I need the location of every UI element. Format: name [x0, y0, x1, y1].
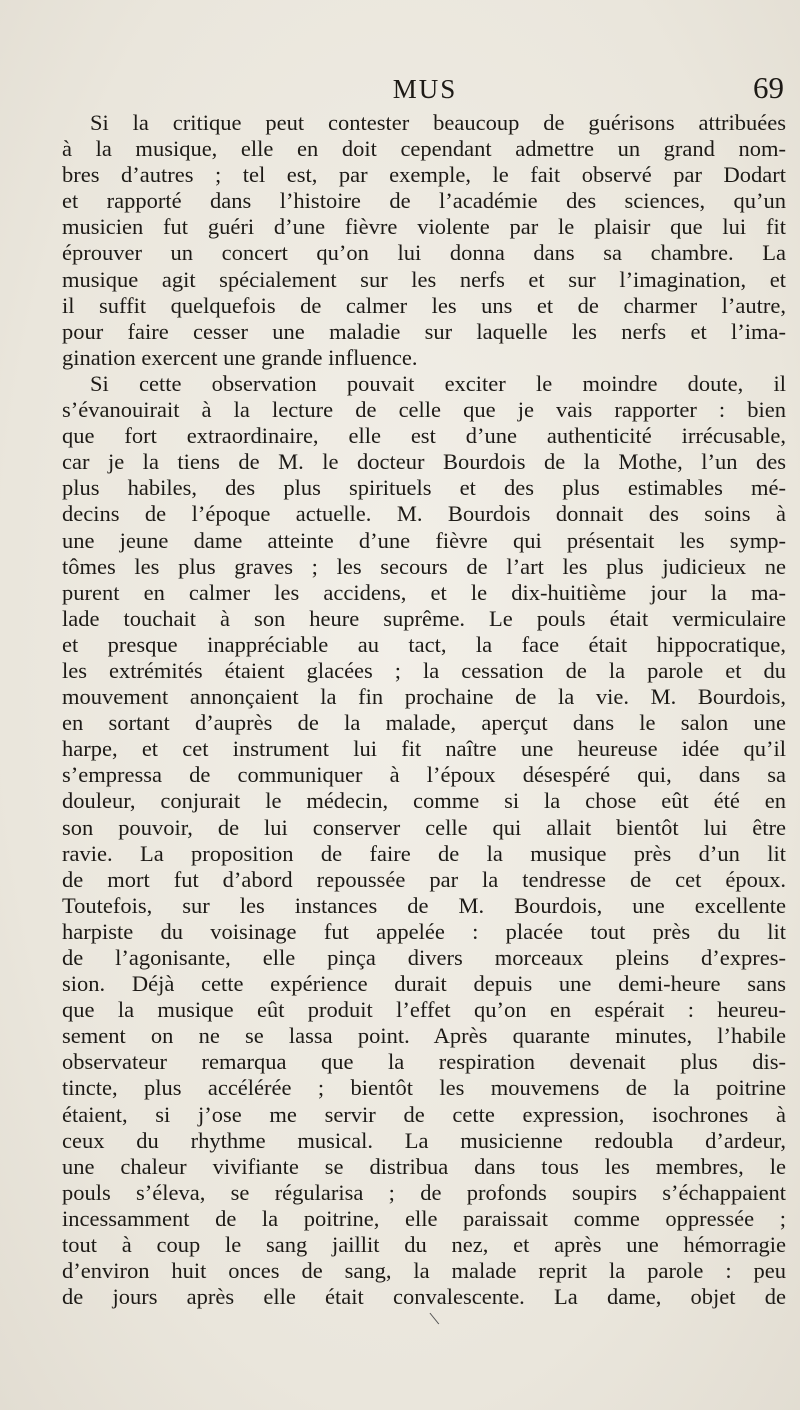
text-line: d’environ huit onces de sang, la malade reprit la parole : peu [62, 1258, 786, 1284]
paragraph [62, 110, 786, 371]
running-head: MUS [392, 74, 458, 104]
text-line: lade touchait à son heure suprême. Le pouls était vermiculaire [62, 605, 786, 631]
text-line: sement on ne se lassa point. Après quarante minutes, l’habile [62, 1023, 786, 1049]
text-line: que fort extraordinaire, elle est d’une authenticité irrécusable, [62, 423, 786, 449]
text-line: sion. Déjà cette expérience durait depuis une demi-heure sans [62, 971, 786, 997]
text-line: de jours après elle était convalescente. La dame, objet de [62, 1284, 786, 1310]
text-line: étaient, si j’ose me servir de cette expression, isochrones à [62, 1101, 786, 1127]
text-line: de l’agonisante, elle pinça divers morceaux pleins d’expres- [62, 945, 786, 970]
text-line: bres d’autres ; tel est, par exemple, le fait observé par Dodart [62, 162, 786, 188]
text-line: ravie. La proposition de faire de la musique près d’un lit [62, 840, 786, 866]
page-header [62, 70, 788, 110]
text-line: de mort fut d’abord repoussée par la tendresse de cet époux. [62, 866, 786, 892]
text-line: pour faire cesser une maladie sur laquelle les nerfs et l’ima- [62, 318, 786, 344]
text-line: tincte, plus accélérée ; bientôt les mouvemens de la poitrine [62, 1075, 786, 1101]
text-line: les extrémités étaient glacées ; la cessation de la parole et du [62, 657, 786, 683]
text-line: harpiste du voisinage fut appelée : placée tout près du lit [62, 918, 786, 944]
text-line: son pouvoir, de lui conserver celle qui allait bientôt lui être [62, 814, 786, 840]
text-line: Toutefois, sur les instances de M. Bourdois, une excellente [62, 892, 786, 918]
text-line: en sortant d’auprès de la malade, aperçut dans le salon une [62, 710, 786, 736]
text-line: gination exercent une grande influence. [62, 344, 418, 370]
text-line: et rapporté dans l’histoire de l’académie des sciences, qu’un [62, 188, 786, 214]
text-line: s’empressa de communiquer à l’époux désespéré qui, dans sa [62, 762, 786, 788]
text-line: Si la critique peut contester beaucoup de guérisons attribuées [90, 110, 786, 135]
text-line: plus habiles, des plus spirituels et des plus estimables mé- [62, 475, 786, 501]
text-line: harpe, et cet instrument lui fit naître une heureuse idée qu’il [62, 736, 786, 762]
text-line: Si cette observation pouvait exciter le moindre doute, il [90, 370, 786, 396]
text-line: car je la tiens de M. le docteur Bourdois de la Mothe, l’un des [62, 449, 786, 475]
text-line: tout à coup le sang jaillit du nez, et après une hémorragie [62, 1232, 786, 1258]
paragraph [62, 371, 786, 1310]
text-line: il suffit quelquefois de calmer les uns et de charmer l’autre, [62, 292, 786, 318]
text-line: purent en calmer les accidens, et le dix-huitième jour la ma- [62, 579, 786, 605]
text-line: une chaleur vivifiante se distribua dans tous les membres, le [62, 1153, 786, 1179]
text-line: éprouver un concert qu’on lui donna dans sa chambre. La [62, 240, 786, 266]
page-number: 69 [753, 70, 784, 105]
text-line: observateur remarqua que la respiration devenait plus dis- [62, 1049, 786, 1075]
text-line: musique agit spécialement sur les nerfs et sur l’imagination, et [62, 266, 786, 292]
text-line: et presque inappréciable au tact, la face était hippocratique, [62, 631, 786, 657]
text-line: s’évanouirait à la lecture de celle que je vais rapporter : bien [62, 397, 786, 423]
text-line: que la musique eût produit l’effet qu’on en espérait : heureu- [62, 997, 786, 1023]
text-line: incessamment de la poitrine, elle paraissait comme oppressée ; [62, 1205, 786, 1231]
text-line: mouvement annonçaient la fin prochaine de la vie. M. Bourdois, [62, 684, 786, 710]
text-line: douleur, conjurait le médecin, comme si la chose eût été en [62, 788, 786, 814]
body-text [62, 110, 786, 1310]
text-line: decins de l’époque actuelle. M. Bourdois donnait des soins à [62, 501, 786, 527]
text-line: à la musique, elle en doit cependant admettre un grand nom- [62, 136, 786, 162]
text-line: une jeune dame atteinte d’une fièvre qui présentait les symp- [62, 527, 786, 553]
stray-mark: \ [428, 1307, 441, 1331]
text-line: ceux du rhythme musical. La musicienne redoubla d’ardeur, [62, 1127, 786, 1153]
text-line: tômes les plus graves ; les secours de l’art les plus judicieux ne [62, 553, 786, 579]
text-line: musicien fut guéri d’une fièvre violente par le plaisir que lui fit [62, 214, 786, 240]
text-line: pouls s’éleva, se régularisa ; de profonds soupirs s’échappaient [62, 1179, 786, 1205]
